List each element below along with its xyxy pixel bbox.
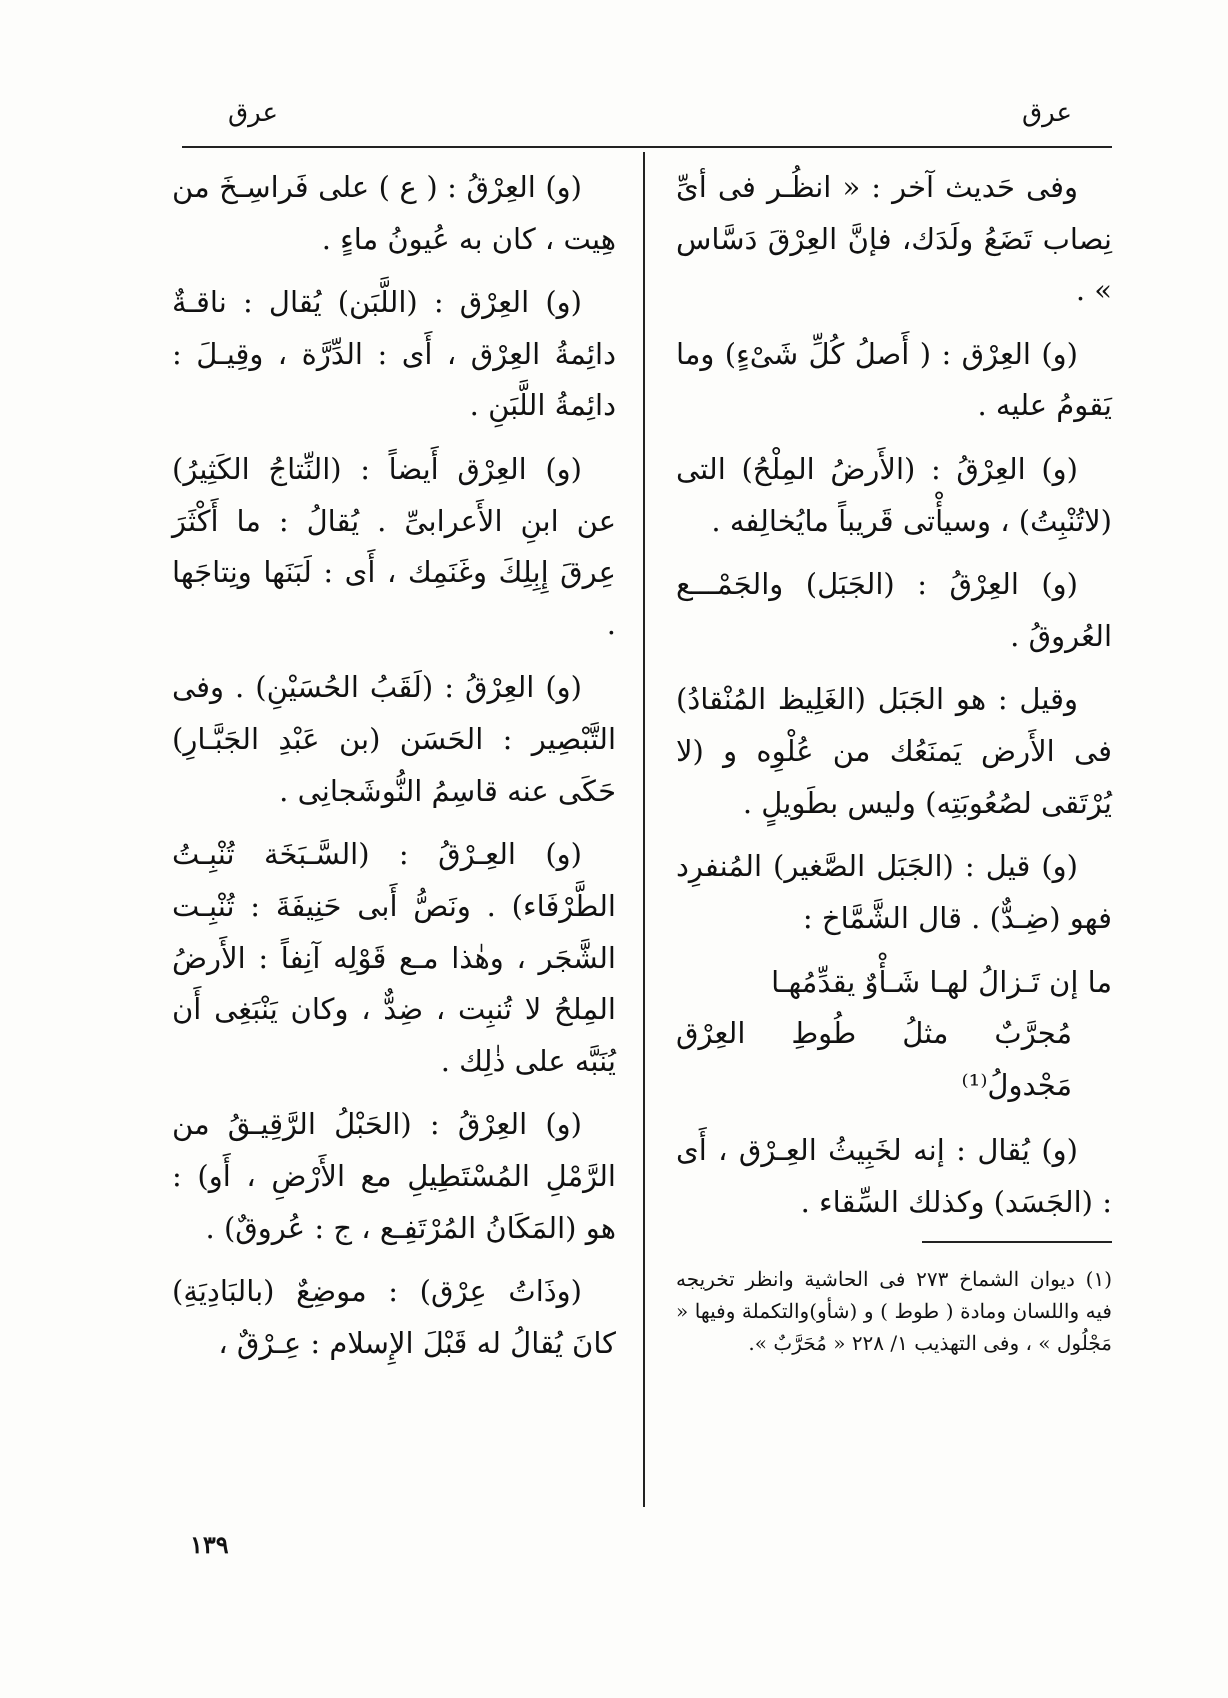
dictionary-entry: وفى حَديث آخر : « انظُـر فى أىِّ نِصاب تَضَعُ ولَدَك، فإنَّ العِرْقَ دَسَّاس » . — [676, 170, 1112, 308]
dictionary-entry: (و) العِرْق : (اللَّبَن) يُقال : ناقـةٌ دائِمةُ العِرْق ، أَى : الدِّرَّة ، وقِيـلَ : دائِمةُ اللَّبَنِ . — [172, 285, 616, 423]
footnote-rule — [922, 1241, 1112, 1243]
dictionary-entry: (و) يُقال : إنه لخَبِيثُ العِـرْق ، أَى : (الجَسَد) وكذلك السِّقاء . — [676, 1133, 1112, 1219]
left-column — [172, 162, 616, 1381]
dictionary-entry: (و) العِرْقُ : (الأَرضُ المِلْحُ) التى (لاتُنْبِتُ) ، وسيأْتى قَريباً مايُخالِفه . — [676, 452, 1112, 538]
column-divider — [643, 152, 645, 1507]
dictionary-entry: (و) العِرْق أَيضاً : (النِّتاجُ الكَثِيرُ) عن ابنِ الأَعرابىِّ . يُقالُ : ما أَكْثَرَ عِرقَ إِبِلِكَ وغَنَمِك ، أَى : لَبَنَها ونِتاجَها . — [172, 452, 616, 641]
verse-line-1: ما إن تَـزالُ لهـا شَـأْوٌ يقدِّمُهـا — [771, 964, 1112, 999]
dictionary-entry: (و) العِـرْقُ : (السَّـبَخَة تُنْبِـتُ الطَّرْفَاء) . ونَصُّ أَبى حَنِيفَةَ : تُنْبِـت الشَّجَر ، وهٰذا مـع قَوْلِه آنِفاً : الأَرضُ المِلحُ لا تُنبِت ، ضِدٌّ ، وكان يَنْبَغِى أَن يُنَبَّه على ذٰلِك . — [172, 837, 616, 1078]
page-number: ١٣٩ — [190, 1530, 229, 1559]
running-header-left: عرق — [228, 98, 279, 128]
running-header-right: عرق — [1022, 98, 1073, 128]
dictionary-entry: (وذَاتُ عِرْق) : موضِعٌ (بالبَادِيَةِ) كانَ يُقالُ له قَبْلَ الإِسلام : عِـرْقٌ ، — [172, 1274, 616, 1360]
dictionary-entry: (و) العِرْق : ( أَصلُ كُلِّ شَىْءٍ) وما يَقومُ عليه . — [676, 336, 1112, 423]
verse-line-2: مُجرَّبٌ مثلُ طُوطِ العِرْق مَجْدولُ⁽¹⁾ — [676, 1016, 1072, 1102]
dictionary-entry: (و) العِرْقُ : ( ع ) على فَراسِـخَ من هِيت ، كان به عُيونُ ماءٍ . — [172, 170, 616, 256]
header-rule — [182, 146, 1112, 148]
dictionary-entry: (و) قيل : (الجَبَل الصَّغير) المُنفرِد فهو (ضِـدٌّ) . قال الشَّمَّاخ : — [676, 849, 1112, 935]
poetry-verse — [676, 957, 1112, 1112]
dictionary-entry: وقيل : هو الجَبَل (الغَلِيظ المُنْقادُ) فى الأَرض يَمنَعُك من عُلْوِه و (لا يُرْتَقى لصُعُوبَتِه) وليس بطَويلٍ . — [676, 682, 1112, 820]
right-column — [676, 162, 1112, 1379]
footnote: (١) ديوان الشماخ ٢٧٣ فى الحاشية وانظر تخريجه فيه واللسان ومادة ( طوط ) و (شأو)والتكملة وفيها « مَجْلُول » ، وفى التهذيب ١/ ٢٢٨ « مُحَرَّبٌ ». — [676, 1266, 1113, 1355]
dictionary-entry: (و) العِرْقُ : (الجَبَل) والجَمْـــع العُروقُ . — [676, 567, 1112, 653]
dictionary-entry: (و) العِرْقُ : (الحَبْلُ الرَّقِيـقُ من الرَّمْلِ المُسْتَطِيلِ مع الأَرْضِ ، أَو) : هو (المَكَانُ المُرْتَفِـع ، ج : عُروقٌ) . — [172, 1107, 616, 1245]
dictionary-entry: (و) العِرْقُ : (لَقَبُ الحُسَيْنِ) . وفى التَّبْصِير : الحَسَن (بن عَبْدِ الجَبَّـارِ) حَكَى عنه قاسِمُ النُّوشَجانِى . — [172, 670, 616, 808]
